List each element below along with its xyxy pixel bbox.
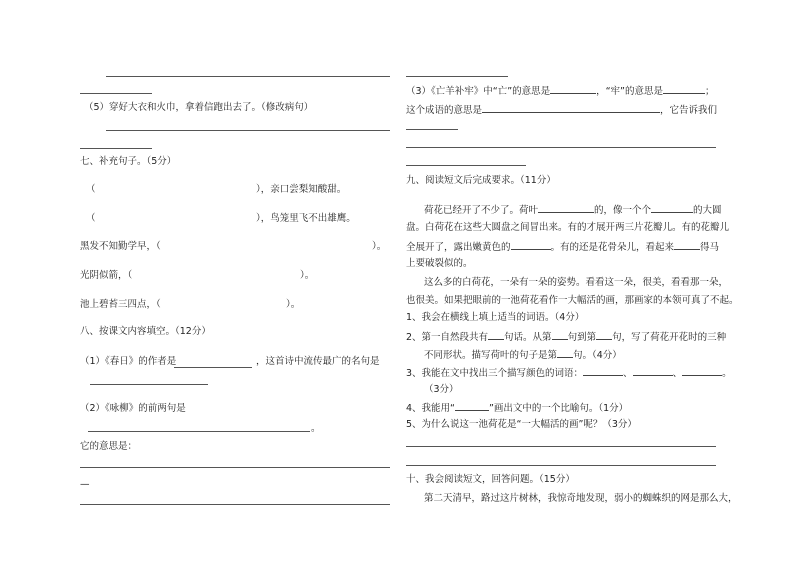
q3-text-b: ，“牢”的意思是	[596, 86, 663, 97]
answer-blank	[596, 330, 612, 340]
reading-question-1: 1、我会在横线上填上适当的词语。（4分）	[406, 312, 585, 323]
answer-line	[80, 504, 390, 505]
passage-text: 全展开了，露出嫩黄色的	[406, 242, 511, 253]
section-10-passage-line-1: 第二天清早，路过这片树林，我惊奇地发现，弱小的蜘蛛织的网是那么大，	[424, 493, 738, 504]
answer-blank	[455, 401, 489, 411]
answer-blank	[550, 84, 596, 94]
passage-text: 的大圆	[693, 205, 722, 216]
q3-text-e: ，它告诉我们	[660, 105, 718, 116]
answer-blank	[538, 203, 594, 213]
passage-line-6: 也很美。如果把眼前的一池荷花看作一大幅活的画，那画家的本领可真了不起。	[406, 295, 739, 306]
sec7-line-5-end: ）。	[286, 299, 301, 310]
answer-line	[88, 431, 310, 432]
question-text: 句，写了荷花开花时的三种	[612, 332, 727, 343]
answer-blank	[557, 348, 573, 358]
question-text: 句到第	[567, 332, 597, 343]
reading-question-2-line-2	[424, 348, 622, 362]
answer-blank	[682, 366, 722, 376]
answer-line	[90, 384, 208, 385]
answer-line	[406, 446, 716, 447]
section-7-title: 七、补充句子。（5分）	[80, 156, 177, 167]
sec8-meaning-label: 它的意思是：	[80, 441, 138, 452]
answer-blank	[674, 240, 700, 250]
q3-text-d: 这个成语的意思是	[406, 105, 483, 116]
answer-blank	[663, 84, 705, 94]
answer-line	[106, 130, 390, 131]
question-text: 句。（4分）	[573, 350, 622, 361]
passage-text: 荷花已经开了不少了。荷叶	[424, 205, 539, 216]
question-text: 4、我能用“	[406, 403, 455, 414]
question-text: 2、第一自然段共有	[406, 332, 489, 343]
question-text: 3、我能在文中找出三个描写颜色的词语：	[406, 368, 584, 379]
answer-line	[80, 148, 152, 149]
question-3-line-2	[406, 103, 717, 117]
section-9-title: 九、阅读短文后完成要求。（11分）	[406, 175, 556, 186]
answer-line	[406, 465, 716, 466]
answer-line	[174, 367, 252, 368]
answer-blank	[583, 366, 623, 376]
answer-blank	[511, 240, 551, 250]
passage-text: 的，像一个个	[594, 205, 652, 216]
sec7-line-3-end: ）。	[372, 241, 387, 252]
dash-mark: —	[80, 479, 90, 490]
answer-blank	[633, 366, 673, 376]
sec8-question-1-a: （1）《春日》的作者是	[80, 356, 177, 367]
question-text: 不同形状。描写荷叶的句子是第	[424, 350, 558, 361]
answer-blank	[552, 330, 568, 340]
answer-blank	[488, 330, 504, 340]
q3-text-a: （3）《亡羊补牢》中“亡”的意思是	[406, 86, 551, 97]
answer-line	[80, 93, 152, 94]
question-text: 、	[623, 368, 633, 379]
answer-line	[406, 165, 526, 166]
section-10-title: 十、我会阅读短文，回答问题。（15分）	[406, 474, 575, 485]
sec7-line-3-start: 黑发不知勤学早，（	[80, 241, 161, 252]
sec7-line-4-start: 光阴似箭，（	[80, 270, 133, 281]
answer-line	[106, 76, 390, 77]
sec7-line-2-open: （	[86, 213, 96, 224]
reading-question-2-line-1	[406, 330, 726, 344]
passage-line-1	[424, 203, 722, 217]
question-text: 。	[722, 368, 732, 379]
sec7-line-1-close: ），亲口尝梨知酸甜。	[256, 184, 347, 195]
sec7-line-5-start: 池上碧苔三四点，（	[80, 299, 161, 310]
passage-text: 得马	[700, 242, 720, 253]
sec7-line-1-open: （	[86, 184, 96, 195]
q3-text-c: ；	[704, 86, 715, 97]
reading-question-3-line-2: （3分）	[424, 384, 459, 395]
section-8-title: 八、按课文内容填空。（12分）	[80, 326, 211, 337]
question-text: 、	[672, 368, 683, 379]
answer-line	[406, 129, 458, 130]
passage-line-5: 这么多的白荷花，一朵有一朵的姿势。看看这一朵，很美，看看那一朵，	[424, 277, 729, 288]
reading-question-4	[406, 401, 628, 415]
reading-question-5: 5、为什么说这一池荷花是“一大幅活的画”呢？（3分）	[406, 419, 637, 430]
sec8-question-2: （2）《咏柳》的前两句是	[80, 403, 186, 414]
reading-question-3-line-1	[406, 366, 732, 380]
passage-line-4: 上要破裂似的。	[406, 258, 473, 269]
question-3-line-1	[406, 84, 715, 98]
answer-line	[80, 467, 390, 468]
question-5: （5）穿好大衣和火巾，拿着信跑出去了。（修改病句）	[84, 102, 314, 113]
answer-blank	[482, 103, 660, 113]
answer-blank	[651, 203, 693, 213]
answer-line	[406, 147, 716, 148]
passage-line-2: 盘。白荷花在这些大圆盘之间冒出来。有的才展开两三片花瓣儿。有的花瓣儿	[406, 222, 730, 233]
sec7-line-2-close: ），鸟笼里飞不出雄鹰。	[256, 213, 356, 224]
passage-line-3	[406, 240, 719, 254]
sec8-question-1-b: ，这首诗中流传最广的名句是	[256, 356, 380, 367]
answer-line	[406, 76, 508, 77]
sec7-line-4-end: ）。	[300, 270, 315, 281]
passage-text: 。有的还是花骨朵儿，看起来	[550, 242, 675, 253]
sec8-question-2-end: 。	[311, 423, 321, 434]
question-text: ”画出文中的一个比喻句。（1分）	[488, 403, 629, 414]
question-text: 句话。从第	[504, 332, 552, 343]
